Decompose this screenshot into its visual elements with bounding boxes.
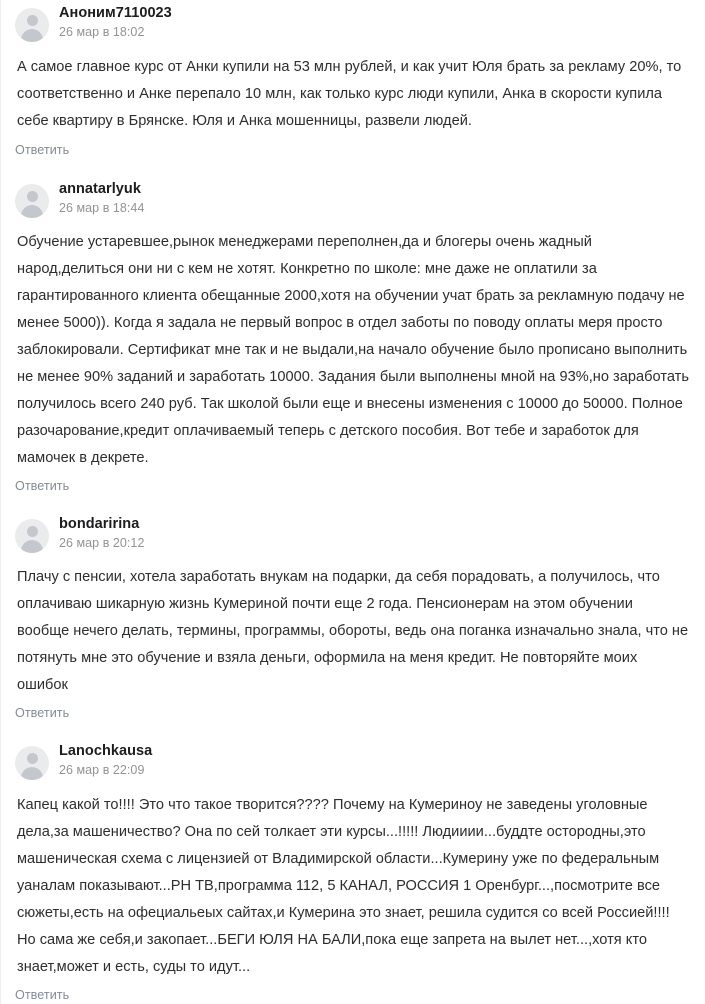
comment-header	[15, 176, 691, 218]
comment-text: Плачу с пенсии, хотела заработать внукам на подарки, да себя порадовать, а получилось, что оплачиваю шикарную жизнь Кумериной почти еще 2 года. Пенсионерам на этом обучении вообще нечего делать, термины, программы, обороты, ведь она поганка изначально знала, что не потянуть мне это обучение и взяла деньги, оформила на меня кредит. Не повторяйте моих ошибок	[17, 569, 689, 693]
avatar-head-shape	[27, 191, 38, 202]
comment-author-name[interactable]: Аноним7110023	[59, 5, 172, 21]
user-placeholder-icon[interactable]	[15, 184, 49, 218]
avatar-head-shape	[27, 526, 38, 537]
reply-button[interactable]: Ответить	[15, 706, 70, 720]
comment-timestamp: 26 мар в 18:02	[59, 24, 145, 39]
avatar-body-shape	[21, 540, 43, 553]
avatar-body-shape	[21, 767, 43, 780]
comment-item	[1, 722, 705, 1004]
reply-button[interactable]: Ответить	[15, 988, 70, 1002]
comment-item	[1, 159, 705, 495]
avatar-body-shape	[21, 205, 43, 218]
user-placeholder-icon[interactable]	[15, 8, 49, 42]
comment-item	[1, 495, 705, 722]
reply-button[interactable]: Ответить	[15, 143, 70, 157]
avatar-head-shape	[27, 753, 38, 764]
comment-timestamp: 26 мар в 22:09	[59, 762, 145, 777]
avatar-head-shape	[27, 15, 38, 26]
comment-timestamp: 26 мар в 20:12	[59, 535, 145, 550]
comment-header	[15, 0, 691, 42]
comment-timestamp: 26 мар в 18:44	[59, 200, 145, 215]
comment-identity	[59, 6, 172, 40]
user-placeholder-icon[interactable]	[15, 519, 49, 553]
comment-header	[15, 511, 691, 553]
comment-text: Капец какой то!!!! Это что такое творится???? Почему на Кумериноу не заведены уголовные дела,за машеничество? Она по сей толкает эти курсы...!!!!! Людииии...буддте остородны,это машеническая схема с лицензией от Владимирской области...Кумерину уже по федеральным уаналам показывают...РН ТВ,программа 112, 5 КАНАЛ, РОССИЯ 1 Оренбург...,посмотрите все сюжеты,есть на офециальеых сайтах,и Кумерина это знает, решила судится со всей Россией!!!! Но сама же себя,и закопает...БЕГИ ЮЛЯ НА БАЛИ,пока еще запрета на вылет нет...,хотя кто знает,может и есть, суды то идут...	[17, 797, 670, 975]
comment-text: Обучение устаревшее,рынок менеджерами переполнен,да и блогеры очень жадный народ,делиться они ни с кем не хотят. Конкретно по школе: мне даже не оплатили за гарантированного клиента обещанные 2000,хотя на обучении учат брать за рекламную подачу не менее 5000)). Когда я задала не первый вопрос в отдел заботы по поводу оплаты меря просто заблокировали. Сертификат мне так и не выдали,на начало обучение было прописано выполнить не менее 90% заданий и заработать 10000. Задания были выполнены мной на 93%,но заработать получилось всего 240 руб. Так школой были еще и внесены изменения с 10000 до 50000. Полное разочарование,кредит оплачиваемый теперь с детского пособия. Вот тебе и заработок для мамочек в декрете.	[17, 234, 689, 466]
comment-identity	[59, 182, 144, 216]
comment-identity	[59, 517, 144, 551]
comment-author-name[interactable]: bondaririna	[59, 516, 140, 532]
comment-author-name[interactable]: annatarlyuk	[59, 181, 141, 197]
comment-text: А самое главное курс от Анки купили на 53 млн рублей, и как учит Юля брать за рекламу 20%, то соответственно и Анке перепало 10 млн, как только курс люди купили, Анка в скорости купила себе квартиру в Брянске. Юля и Анка мошенницы, развели людей.	[17, 59, 682, 129]
comment-author-name[interactable]: Lanochkausa	[59, 743, 153, 759]
comment-item	[1, 0, 705, 159]
reply-button[interactable]: Ответить	[15, 479, 70, 493]
user-placeholder-icon[interactable]	[15, 746, 49, 780]
avatar-body-shape	[21, 29, 43, 42]
comment-header	[15, 738, 691, 780]
